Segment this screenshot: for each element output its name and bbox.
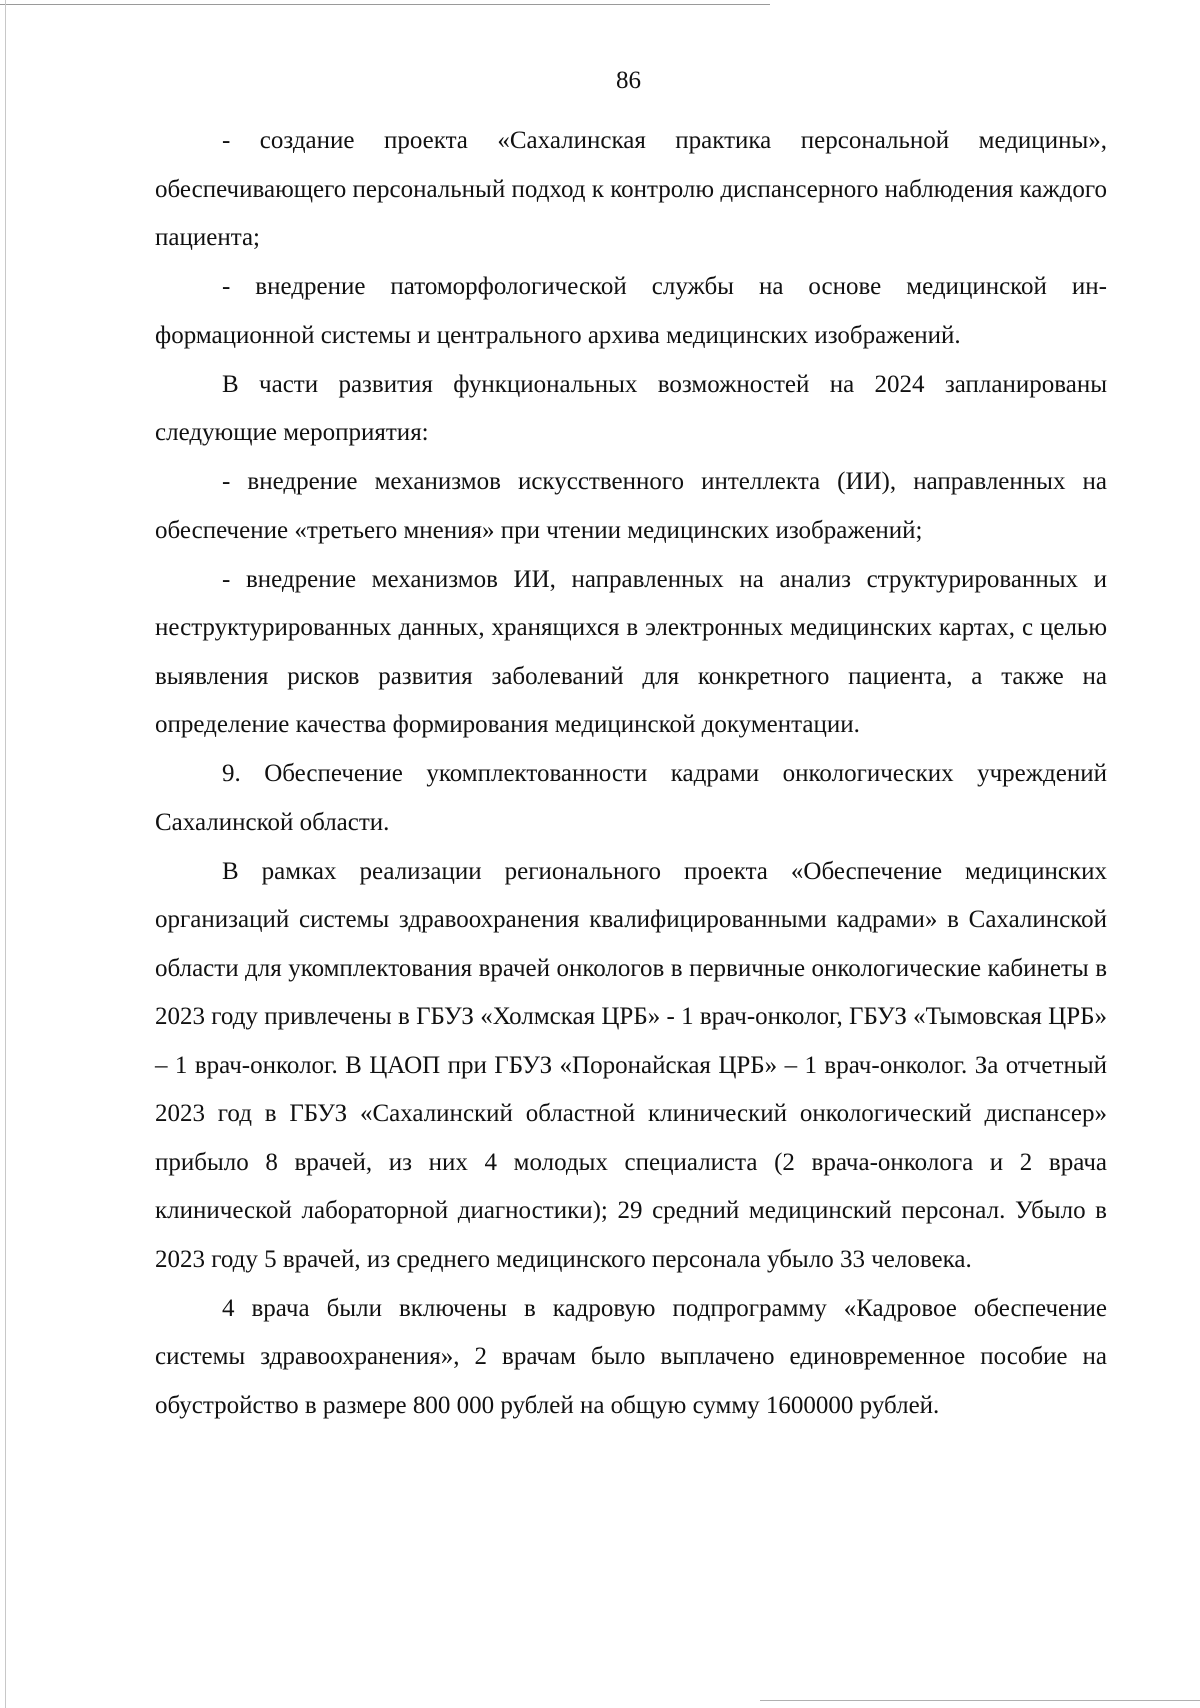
paragraph-staff-subprogram: 4 врача были включены в кадровую подпрограмму «Кадровое обеспечение системы здравоохранения», 2 врачам было выплачено единовременное пособие на обустройство в размере 800 000 рублей на общую сумму 1600000 рублей. [155,1294,1107,1419]
page-number: 86 [616,67,641,94]
paragraph-functional-plans-2024: В части развития функциональных возможностей на 2024 запланированы следующие мероприятия: [155,370,1107,446]
paragraph-personal-medicine: - создание проекта «Сахалинская практика персональной медицины», обеспечивающего персональный подход к контролю диспансерного наблюдения каждого пациента; [155,127,1107,251]
document-body [155,117,1107,1430]
paragraph-ai-data-analysis: - внедрение механизмов ИИ, направленных на анализ структурированных и неструктурированных данных, хранящихся в электронных медицинских картах, с целью выявления рисков развития заболеваний для конкретного пациента, а также на определение качества формирования медицинской документации. [155,565,1107,738]
scan-edge-left [5,0,6,1708]
paragraph-pathomorphology: - внедрение патоморфологической службы на основе медицинской информационной системы и центрального архива медицинских изображений. [155,273,1107,349]
scan-edge-bottom [760,1700,1200,1701]
paragraph-regional-project-staffing: В рамках реализации регионального проекта «Обеспечение медицинских организаций системы здравоохранения квалифицированными кадрами» в Сахалинской области для укомплектования врачей онкологов в первичные онкологические кабинеты в 2023 году привлечены в ГБУЗ «Холмская ЦРБ» - 1 врач-онколог, ГБУЗ «Тымовская ЦРБ» – 1 врач-онколог. В ЦАОП при ГБУЗ «Поронайская ЦРБ» – 1 врач-онколог. За отчетный 2023 год в ГБУЗ «Сахалинский областной клинический онкологический диспансер» прибыло 8 врачей, из них 4 молодых специалиста (2 врача-онколога и 2 врача клинической лабораторной диагностики); 29 средний медицинский персонал. Убыло в 2023 году 5 врачей, из среднего медицинского персонала убыло 33 человека. [155,857,1107,1273]
scan-edge-top [0,4,770,5]
paragraph-ai-third-opinion: - внедрение механизмов искусственного интеллекта (ИИ), направленных на обеспечение «третьего мнения» при чтении медицинских изображений; [155,468,1107,544]
paragraph-section-9-heading: 9. Обеспечение укомплектованности кадрами онкологических учреждений Сахалинской области. [155,760,1107,836]
